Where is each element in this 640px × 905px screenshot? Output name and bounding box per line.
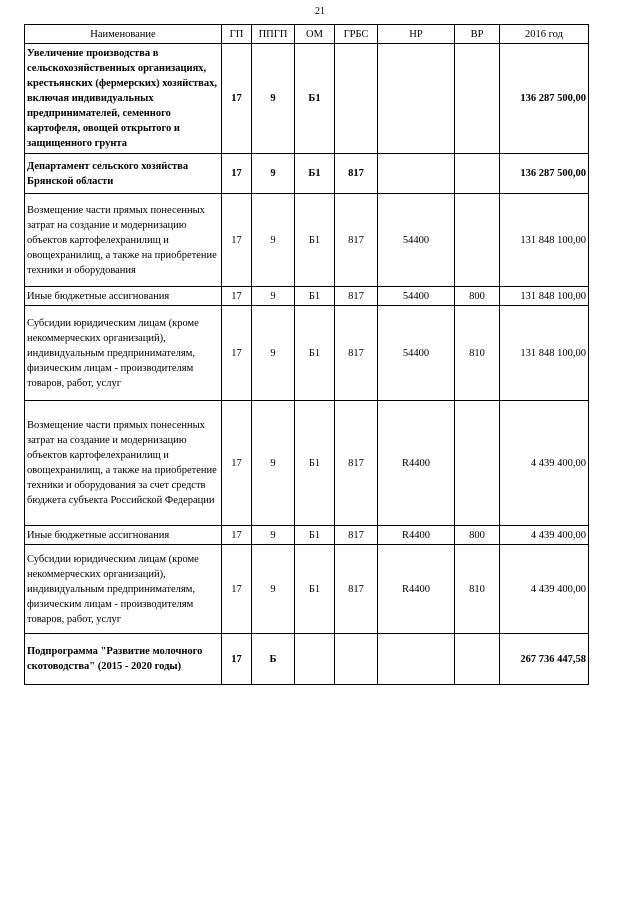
header-ppgp: ППГП bbox=[252, 25, 295, 44]
cell-amount: 131 848 100,00 bbox=[500, 287, 589, 306]
header-gp: ГП bbox=[222, 25, 252, 44]
cell-amount: 267 736 447,58 bbox=[500, 634, 589, 685]
cell-name: Возмещение части прямых понесенных затрат на создание и модернизацию объектов картофелехранилищ и овощехранилищ, а также на приобретение техники и оборудования bbox=[25, 194, 222, 287]
cell-ppgp: 9 bbox=[252, 545, 295, 634]
cell-amount: 4 439 400,00 bbox=[500, 526, 589, 545]
cell-gp: 17 bbox=[222, 287, 252, 306]
table-row bbox=[25, 194, 589, 287]
cell-nr bbox=[378, 634, 455, 685]
header-name: Наименование bbox=[25, 25, 222, 44]
cell-gp: 17 bbox=[222, 44, 252, 154]
cell-gp: 17 bbox=[222, 526, 252, 545]
cell-gp: 17 bbox=[222, 634, 252, 685]
header-nr: НР bbox=[378, 25, 455, 44]
header-grbs: ГРБС bbox=[335, 25, 378, 44]
header-year: 2016 год bbox=[500, 25, 589, 44]
cell-vr bbox=[455, 401, 500, 526]
cell-grbs: 817 bbox=[335, 194, 378, 287]
cell-om: Б1 bbox=[295, 154, 335, 194]
cell-name: Иные бюджетные ассигнования bbox=[25, 287, 222, 306]
header-om: ОМ bbox=[295, 25, 335, 44]
cell-om: Б1 bbox=[295, 526, 335, 545]
cell-name: Субсидии юридическим лицам (кроме некоммерческих организаций), индивидуальным предпринимателям, физическим лицам - производителям товаров, работ, услуг bbox=[25, 545, 222, 634]
cell-vr: 800 bbox=[455, 287, 500, 306]
cell-ppgp: 9 bbox=[252, 526, 295, 545]
cell-om: Б1 bbox=[295, 306, 335, 401]
cell-grbs: 817 bbox=[335, 401, 378, 526]
cell-vr: 800 bbox=[455, 526, 500, 545]
cell-grbs: 817 bbox=[335, 306, 378, 401]
cell-grbs: 817 bbox=[335, 526, 378, 545]
cell-ppgp: 9 bbox=[252, 401, 295, 526]
cell-name: Субсидии юридическим лицам (кроме некоммерческих организаций), индивидуальным предпринимателям, физическим лицам - производителям товаров, работ, услуг bbox=[25, 306, 222, 401]
cell-ppgp: 9 bbox=[252, 154, 295, 194]
cell-vr bbox=[455, 44, 500, 154]
cell-amount: 131 848 100,00 bbox=[500, 306, 589, 401]
cell-amount: 4 439 400,00 bbox=[500, 545, 589, 634]
cell-ppgp: 9 bbox=[252, 194, 295, 287]
cell-grbs bbox=[335, 634, 378, 685]
cell-nr: R4400 bbox=[378, 526, 455, 545]
cell-ppgp: 9 bbox=[252, 287, 295, 306]
cell-vr: 810 bbox=[455, 545, 500, 634]
table-row bbox=[25, 154, 589, 194]
table-row bbox=[25, 545, 589, 634]
cell-ppgp: Б bbox=[252, 634, 295, 685]
table-header-row bbox=[25, 25, 589, 44]
header-vr: ВР bbox=[455, 25, 500, 44]
cell-name: Департамент сельского хозяйства Брянской области bbox=[25, 154, 222, 194]
cell-amount: 136 287 500,00 bbox=[500, 154, 589, 194]
cell-om: Б1 bbox=[295, 194, 335, 287]
cell-nr bbox=[378, 44, 455, 154]
cell-vr bbox=[455, 634, 500, 685]
cell-name: Иные бюджетные ассигнования bbox=[25, 526, 222, 545]
cell-grbs: 817 bbox=[335, 154, 378, 194]
table-row bbox=[25, 306, 589, 401]
page-number: 21 bbox=[315, 6, 325, 17]
cell-nr: R4400 bbox=[378, 545, 455, 634]
cell-nr: R4400 bbox=[378, 401, 455, 526]
cell-nr bbox=[378, 154, 455, 194]
cell-nr: 54400 bbox=[378, 287, 455, 306]
cell-gp: 17 bbox=[222, 154, 252, 194]
cell-ppgp: 9 bbox=[252, 44, 295, 154]
table-row bbox=[25, 634, 589, 685]
cell-ppgp: 9 bbox=[252, 306, 295, 401]
cell-name: Увеличение производства в сельскохозяйственных организациях, крестьянских (фермерских) хозяйствах, включая индивидуальных предпринимателей, семенного картофеля, овощей открытого и защищенного грунта bbox=[25, 44, 222, 154]
cell-vr bbox=[455, 194, 500, 287]
cell-gp: 17 bbox=[222, 401, 252, 526]
cell-amount: 131 848 100,00 bbox=[500, 194, 589, 287]
cell-vr bbox=[455, 154, 500, 194]
cell-gp: 17 bbox=[222, 194, 252, 287]
table-row bbox=[25, 401, 589, 526]
cell-nr: 54400 bbox=[378, 306, 455, 401]
cell-gp: 17 bbox=[222, 306, 252, 401]
cell-om: Б1 bbox=[295, 44, 335, 154]
cell-grbs: 817 bbox=[335, 545, 378, 634]
cell-name: Возмещение части прямых понесенных затрат на создание и модернизацию объектов картофелехранилищ и овощехранилищ, а также на приобретение техники и оборудования за счет средств бюджета субъекта Российской Федерации bbox=[25, 401, 222, 526]
table-row bbox=[25, 287, 589, 306]
cell-om bbox=[295, 634, 335, 685]
table-row bbox=[25, 44, 589, 154]
cell-amount: 136 287 500,00 bbox=[500, 44, 589, 154]
cell-name: Подпрограмма "Развитие молочного скотоводства" (2015 - 2020 годы) bbox=[25, 634, 222, 685]
table-row bbox=[25, 526, 589, 545]
cell-grbs bbox=[335, 44, 378, 154]
cell-om: Б1 bbox=[295, 287, 335, 306]
cell-gp: 17 bbox=[222, 545, 252, 634]
budget-table bbox=[24, 24, 589, 685]
cell-amount: 4 439 400,00 bbox=[500, 401, 589, 526]
cell-nr: 54400 bbox=[378, 194, 455, 287]
cell-om: Б1 bbox=[295, 401, 335, 526]
cell-vr: 810 bbox=[455, 306, 500, 401]
cell-grbs: 817 bbox=[335, 287, 378, 306]
cell-om: Б1 bbox=[295, 545, 335, 634]
